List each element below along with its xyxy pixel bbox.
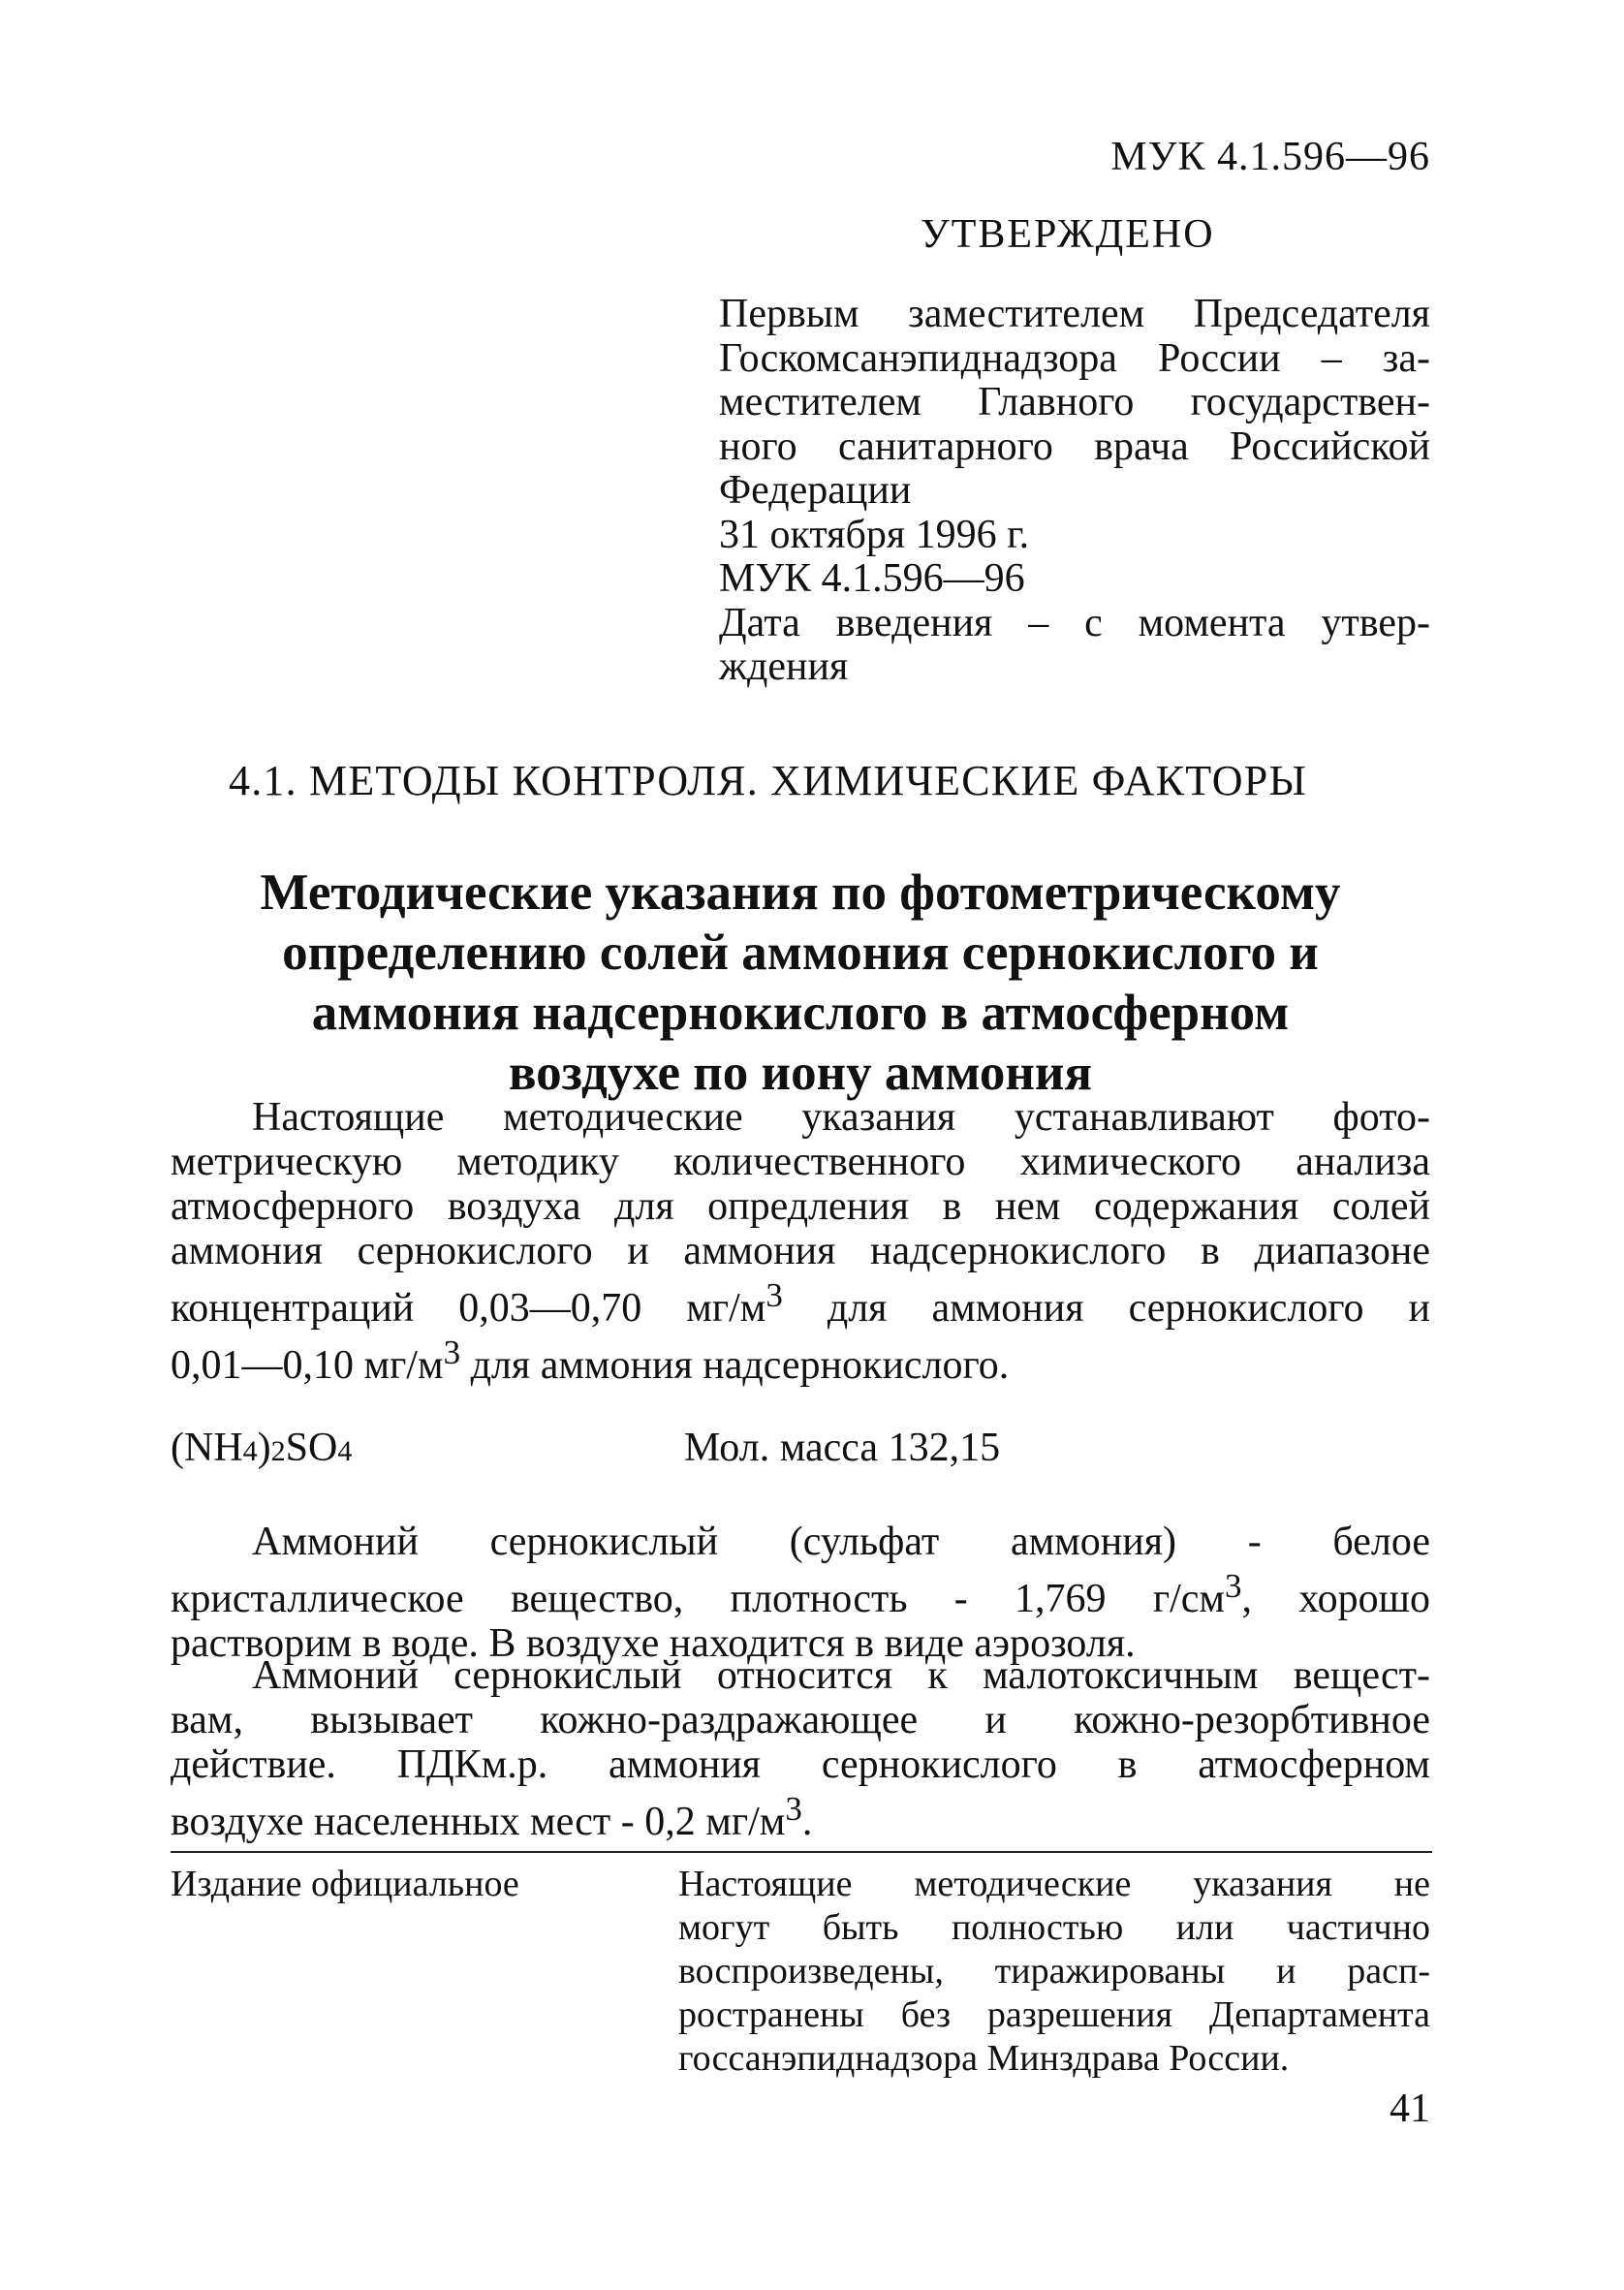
approval-line: Федерации bbox=[719, 468, 912, 513]
approval-line: местителем Главного государствен- bbox=[719, 380, 1430, 424]
superscript: 3 bbox=[765, 1276, 783, 1314]
paragraph-line: аммония сернокислого и аммония надсернокислого в диапазоне bbox=[171, 1229, 1430, 1273]
edition-label: Издание официальное bbox=[171, 1864, 519, 1904]
page-number: 41 bbox=[1390, 2086, 1430, 2131]
title-line: Методические указания по фотометрическому bbox=[260, 864, 1341, 921]
approval-line: Госкомсанэпиднадзора России – за- bbox=[719, 335, 1430, 381]
approval-doc-code: МУК 4.1.596—96 bbox=[719, 556, 1025, 601]
approval-line: ждения bbox=[719, 644, 849, 689]
text-run: для аммония сернокислого и bbox=[782, 1286, 1430, 1331]
text-run: . bbox=[801, 1800, 813, 1844]
section-heading: 4.1. МЕТОДЫ КОНТРОЛЯ. ХИМИЧЕСКИЕ ФАКТОРЫ bbox=[229, 757, 1308, 804]
text-run: воздухе населенных мест - 0,2 мг/м bbox=[171, 1800, 786, 1844]
footer-divider bbox=[171, 1851, 1432, 1853]
paragraph-line: Аммоний сернокислый относится к малотоксичным вещест- bbox=[252, 1653, 1430, 1698]
description-paragraph bbox=[171, 1520, 1430, 1666]
text-run: кристаллическое вещество, плотность - 1,769 г/см bbox=[171, 1577, 1225, 1621]
formula-subscript: 2 bbox=[270, 1435, 286, 1467]
paragraph-line: вам, вызывает кожно-раздражающее и кожно-резорбтивное bbox=[171, 1698, 1430, 1742]
paragraph-line: атмосферного воздуха для опредления в нем содержания солей bbox=[171, 1184, 1430, 1229]
document-title bbox=[171, 863, 1430, 1103]
molecular-weight: Мол. масса 132,15 bbox=[684, 1426, 1001, 1470]
paragraph-line: метрическую методику количественного химического анализа bbox=[171, 1140, 1430, 1184]
paragraph-line: действие. ПДКм.р. аммония сернокислого в атмосферном bbox=[171, 1742, 1430, 1787]
paragraph-line bbox=[171, 1564, 1430, 1621]
superscript: 3 bbox=[443, 1333, 461, 1371]
toxicity-paragraph bbox=[171, 1653, 1430, 1844]
approval-date: 31 октября 1996 г. bbox=[719, 512, 1030, 557]
paragraph-line: Аммоний сернокислый (сульфат аммония) - белое bbox=[252, 1520, 1430, 1564]
notice-line: ространены без разрешения Департамента bbox=[678, 1994, 1430, 2035]
formula-part: (NH bbox=[171, 1426, 243, 1470]
notice-line: могут быть полностью или частично bbox=[678, 1907, 1430, 1948]
approved-heading: УТВЕРЖДЕНО bbox=[921, 212, 1215, 257]
intro-paragraph bbox=[171, 1095, 1430, 1388]
notice-line: госсанэпиднадзора Минздрава России. bbox=[678, 2038, 1290, 2079]
text-run: , хорошо bbox=[1241, 1577, 1430, 1621]
superscript: 3 bbox=[785, 1790, 802, 1828]
text-run: для аммония надсернокислого. bbox=[460, 1343, 1010, 1388]
title-line: аммония надсернокислого в атмосферном bbox=[311, 985, 1290, 1041]
chemical-formula bbox=[171, 1426, 352, 1470]
superscript: 3 bbox=[1224, 1567, 1242, 1605]
formula-row bbox=[171, 1425, 1430, 1471]
approval-line: Первым заместителем Председателя bbox=[719, 292, 1430, 336]
notice-line: Настоящие методические указания не bbox=[678, 1864, 1430, 1904]
approval-line: Дата введения – с момента утвер- bbox=[719, 600, 1430, 645]
approval-block bbox=[719, 293, 1430, 690]
title-line: определению солей аммония сернокислого и bbox=[282, 925, 1319, 981]
paragraph-line: Настоящие методические указания устанавливают фото- bbox=[252, 1095, 1430, 1140]
paragraph-line bbox=[171, 1273, 1430, 1331]
approval-line: ного санитарного врача Российской bbox=[719, 423, 1430, 469]
paragraph-line bbox=[171, 1787, 1430, 1844]
text-run: концентраций 0,03—0,70 мг/м bbox=[171, 1286, 766, 1331]
text-run: 0,01—0,10 мг/м bbox=[171, 1343, 444, 1388]
document-code: МУК 4.1.596—96 bbox=[1110, 135, 1430, 179]
formula-subscript: 4 bbox=[337, 1435, 353, 1467]
paragraph-line: растворим в воде. В воздухе находится в виде аэрозоля. bbox=[171, 1621, 1136, 1666]
formula-subscript: 4 bbox=[242, 1435, 258, 1467]
notice-line: воспроизведены, тиражированы и расп- bbox=[678, 1951, 1430, 1992]
title-line: воздухе по иону аммония bbox=[508, 1045, 1093, 1101]
formula-part: SO bbox=[285, 1426, 338, 1470]
copyright-notice bbox=[678, 1863, 1430, 2081]
formula-part: ) bbox=[257, 1426, 271, 1470]
paragraph-line bbox=[171, 1331, 1430, 1388]
